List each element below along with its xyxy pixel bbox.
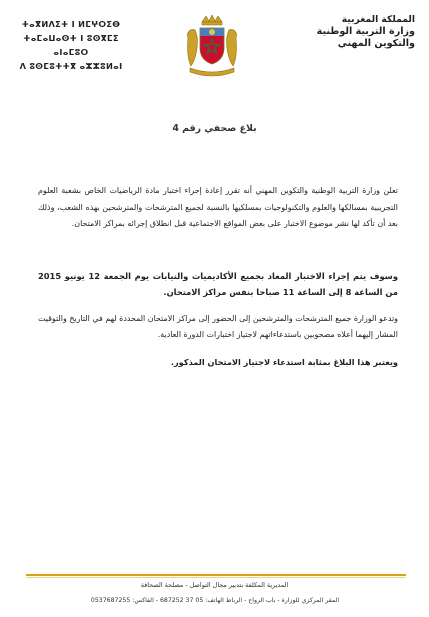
header-tifinagh-line-3: ⴷ ⵓⵙⵎⵓⵜⵜⴳ ⴰⵣⵣⵓⵍⴰⵏ bbox=[19, 61, 123, 71]
morocco-coat-of-arms-icon bbox=[182, 14, 242, 78]
paragraph-candidates-call: وتدعو الوزارة جميع المترشحات والمترشحين إلى الحضور إلى مراكز الامتحان المحددة لهم في التاريخ والتوقيت المشار إليهما أعلاه مصحوبين باستدعاءاتهم لاجتياز اختبارات الدورة العادية. bbox=[38, 314, 398, 340]
press-release-title: بلاغ صحفي رقم 4 bbox=[172, 123, 257, 134]
footer-divider bbox=[26, 574, 406, 576]
footer-department: المديرية المكلفة بتدبير مجال التواصل - مصلحة الصحافة bbox=[140, 581, 289, 589]
header-tifinagh-line-1: ⵜⴰⴳⵍⴷⵉⵜ ⵏ ⵍⵎⵖⵔⵉⴱ bbox=[21, 19, 121, 29]
ministry-header-tifinagh bbox=[16, 17, 126, 73]
paragraph-announcement: تعلن وزارة التربية الوطنية والتكوين المهني أنه تقرر إعادة إجراء اختبار مادة الرياضيات الخاص بشعبة العلوم التجريبية بمسالكها والعلوم والتكنولوجيات بمسلكيها بالنسبة لجميع المترشحات والمترشحين بهذه الشعب، وذلك بعد أن تأكد لها نشر موضوع الاختبار على بعض المواقع الاجتماعية قبل انطلاق إجرائه بمراكز الامتحان. bbox=[38, 186, 398, 229]
header-tifinagh-line-2: ⵜⴰⵎⴰⵡⴰⵙⵜ ⵏ ⵓⵙⴳⵎⵉ ⴰⵏⴰⵎⵓⵔ bbox=[23, 33, 119, 57]
paragraph-convocation-note: ويعتبر هذا البلاغ بمثابة استدعاء لاجتياز الامتحان المذكور. bbox=[170, 357, 398, 367]
footer-address: المقر المركزي للوزارة - باب الرواح - الرباط الهاتف: 05 37 687252 - الفاكس: 0537687255 bbox=[90, 597, 340, 604]
header-arabic-line-1: المملكة المغربية bbox=[341, 14, 415, 25]
ministry-header-arabic bbox=[315, 14, 415, 51]
header-arabic-line-2: وزارة التربية الوطنية bbox=[316, 26, 415, 38]
paragraph-exam-schedule: وسوف يتم إجراء الاختبار المعاد بجميع الأكاديميات والنيابات يوم الجمعة 12 يونيو 2015 من الساعة 8 إلى الساعة 11 صباحا بنفس مراكز الامتحان. bbox=[38, 271, 398, 297]
header-arabic-line-3: والتكوين المهني bbox=[337, 38, 415, 50]
footer-divider-secondary bbox=[26, 577, 406, 578]
